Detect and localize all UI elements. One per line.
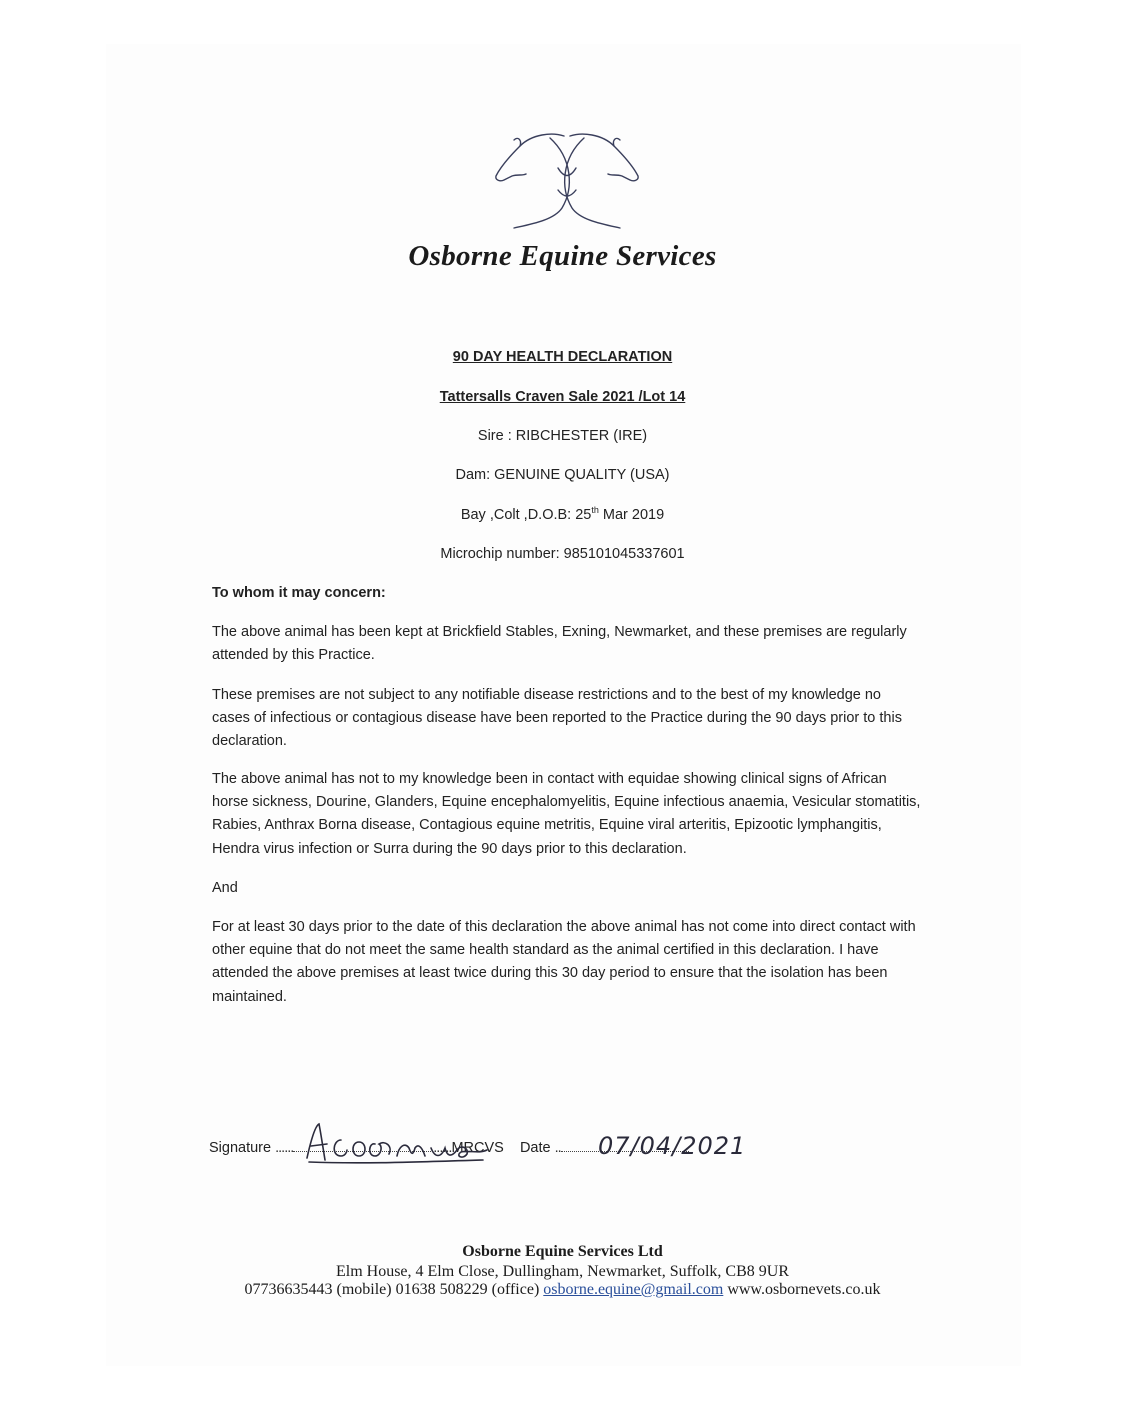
document-title: 90 DAY HEALTH DECLARATION [452, 349, 673, 365]
footer-website[interactable]: www.osbornevets.co.uk [727, 1281, 881, 1298]
dob-prefix: Bay ,Colt ,D.O.B: 25 [460, 507, 592, 523]
signature-dots-right: ...... [433, 1140, 452, 1156]
dob-ordinal: th [591, 505, 599, 516]
company-brand-name: Osborne Equine Services [408, 240, 717, 272]
mrcvs-label: MRCVS [451, 1140, 504, 1156]
dob-suffix: Mar 2019 [598, 507, 665, 523]
handwritten-date: 07/04/2021 [598, 1132, 747, 1160]
footer-address: Elm House, 4 Elm Close, Dullingham, Newmarket, Suffolk, CB8 9UR [335, 1263, 789, 1280]
horse-heads-logo [492, 128, 642, 230]
signature-dots-left: ...... [275, 1140, 294, 1156]
paragraph-text: The above animal has been kept at Brickfield Stables, Exning, Newmarket, and these premises are regularly attended by this Practice. [212, 624, 907, 664]
paragraph-text: These premises are not subject to any notifiable disease restrictions and to the best of my knowledge no cases of infectious or contagious disease have been reported to the Practice during the 90 days prior to this declaration. [212, 687, 902, 750]
footer-contacts [0, 1281, 1125, 1299]
salutation: To whom it may concern: [212, 585, 386, 601]
paragraph-diseases [212, 768, 922, 861]
paragraph-isolation [212, 916, 922, 1009]
microchip-line: Microchip number: 985101045337601 [440, 546, 685, 562]
paragraph-text: For at least 30 days prior to the date of this declaration the above animal has not come into direct contact with other equine that do not meet the same health standard as the animal certified in this declaration. I have attended the above premises at least twice during this 30 day period to ensure that the isolation has been maintained. [212, 919, 916, 1005]
sire-line: Sire : RIBCHESTER (IRE) [477, 428, 648, 444]
dam-line: Dam: GENUINE QUALITY (USA) [455, 467, 670, 483]
paragraph-restrictions [212, 684, 922, 754]
paragraph-premises [212, 621, 922, 667]
signature-label: Signature [209, 1140, 272, 1156]
date-label: Date [519, 1140, 551, 1156]
footer-company-name: Osborne Equine Services Ltd [462, 1243, 663, 1260]
paragraph-text: The above animal has not to my knowledge been in contact with equidae showing clinical signs of African horse sickness, Dourine, Glanders, Equine encephalomyelitis, Equine infectious anaemia, Vesicular stomatitis, Rabies, Anthrax Borna disease, Contagious equine metritis, Equine viral arteritis, Epizootic lymphangitis, Hendra virus infection or Surra during the 90 days prior to this declaration. [212, 771, 921, 857]
footer-phones: 07736635443 (mobile) 01638 508229 (office) [244, 1281, 540, 1298]
footer-email-link[interactable]: osborne.equine@gmail.com [543, 1281, 724, 1298]
paragraph-and: And [212, 880, 238, 896]
handwritten-signature [301, 1120, 491, 1168]
sale-lot-subtitle: Tattersalls Craven Sale 2021 /Lot 14 [439, 389, 686, 405]
date-dots: .. [554, 1140, 561, 1156]
dob-line [0, 507, 1125, 523]
